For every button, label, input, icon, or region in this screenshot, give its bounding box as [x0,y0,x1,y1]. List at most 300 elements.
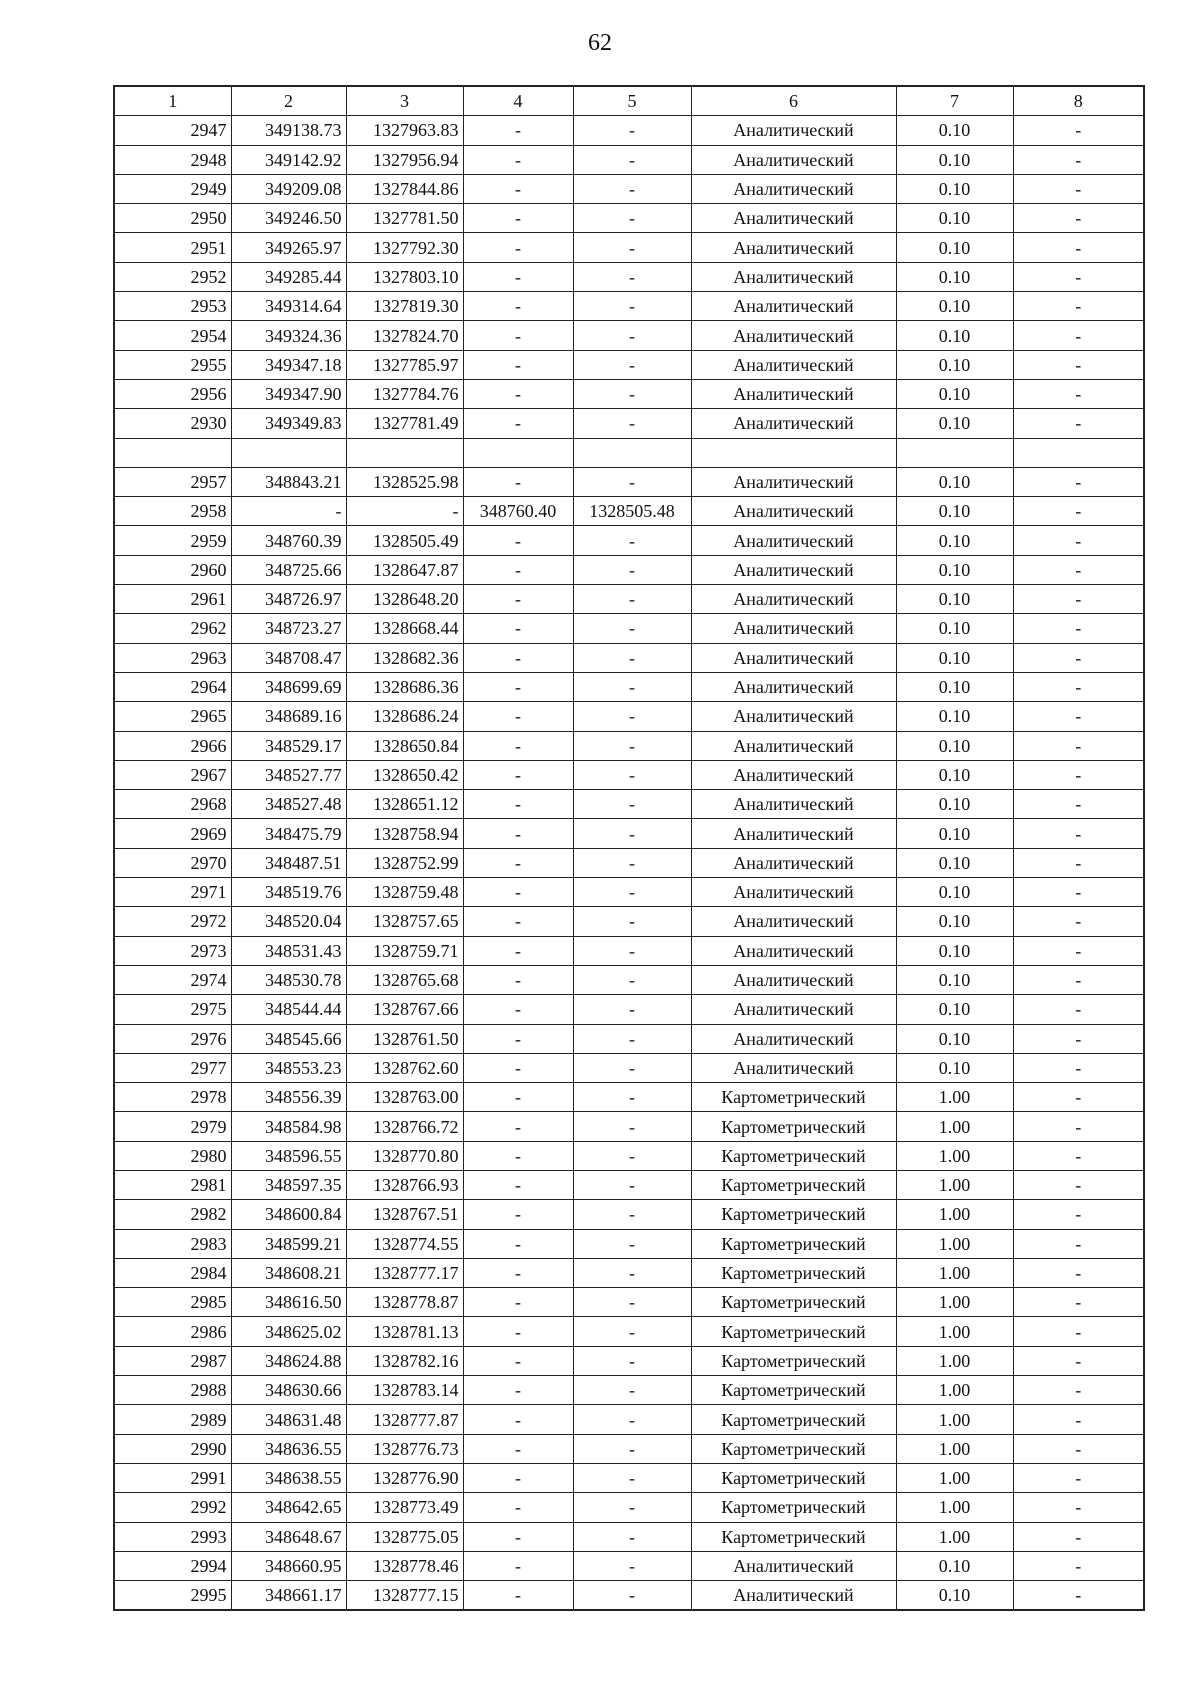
y-new-coordinate-cell: - [573,672,691,701]
y-coordinate-cell: 1328776.90 [346,1463,463,1492]
table-row [114,1493,1144,1522]
x-new-coordinate-cell: - [463,555,573,584]
x-coordinate-cell: 348624.88 [231,1346,346,1375]
description-cell: - [1013,672,1144,701]
y-coordinate-cell: 1327963.83 [346,116,463,145]
x-coordinate-cell: 349246.50 [231,204,346,233]
x-coordinate-cell: 348519.76 [231,878,346,907]
method-cell: Аналитический [691,1581,896,1611]
method-cell: Аналитический [691,350,896,379]
x-coordinate-cell: 349347.18 [231,350,346,379]
x-new-coordinate-cell: - [463,409,573,438]
y-new-coordinate-cell: - [573,1288,691,1317]
description-cell: - [1013,1083,1144,1112]
table-row [114,379,1144,408]
y-coordinate-cell: 1328686.36 [346,672,463,701]
table-row [114,555,1144,584]
y-coordinate-cell: 1327819.30 [346,292,463,321]
description-cell: - [1013,1581,1144,1611]
table-row [114,116,1144,145]
method-cell: Картометрический [691,1141,896,1170]
accuracy-cell: 1.00 [896,1170,1013,1199]
x-coordinate-cell: 348660.95 [231,1551,346,1580]
y-coordinate-cell: 1328762.60 [346,1053,463,1082]
x-coordinate-cell: 348596.55 [231,1141,346,1170]
point-number-cell: 2979 [114,1112,231,1141]
table-row [114,174,1144,203]
method-cell: Картометрический [691,1522,896,1551]
x-coordinate-cell: 348723.27 [231,614,346,643]
y-coordinate-cell: 1328759.48 [346,878,463,907]
method-cell: Аналитический [691,848,896,877]
x-coordinate-cell: 348487.51 [231,848,346,877]
method-cell: Картометрический [691,1229,896,1258]
accuracy-cell: 0.10 [896,497,1013,526]
description-cell [1013,438,1144,467]
x-coordinate-cell: 349347.90 [231,379,346,408]
y-coordinate-cell: 1328774.55 [346,1229,463,1258]
y-new-coordinate-cell: - [573,1112,691,1141]
x-new-coordinate-cell: - [463,1346,573,1375]
y-new-coordinate-cell: - [573,1405,691,1434]
description-cell: - [1013,1170,1144,1199]
accuracy-cell: 0.10 [896,555,1013,584]
x-new-coordinate-cell: - [463,262,573,291]
accuracy-cell [896,438,1013,467]
y-coordinate-cell: 1328766.72 [346,1112,463,1141]
x-coordinate-cell: 348725.66 [231,555,346,584]
x-coordinate-cell: 348520.04 [231,907,346,936]
accuracy-cell: 0.10 [896,1053,1013,1082]
point-number-cell: 2950 [114,204,231,233]
x-new-coordinate-cell: - [463,702,573,731]
x-coordinate-cell: 348597.35 [231,1170,346,1199]
method-cell: Аналитический [691,731,896,760]
accuracy-cell: 0.10 [896,321,1013,350]
point-number-cell: 2952 [114,262,231,291]
x-coordinate-cell: 348527.77 [231,760,346,789]
x-coordinate-cell: 348661.17 [231,1581,346,1611]
table-row [114,1112,1144,1141]
y-coordinate-cell: 1327792.30 [346,233,463,262]
accuracy-cell: 0.10 [896,878,1013,907]
x-coordinate-cell: 348699.69 [231,672,346,701]
accuracy-cell: 1.00 [896,1112,1013,1141]
y-coordinate-cell: 1328770.80 [346,1141,463,1170]
method-cell: Картометрический [691,1170,896,1199]
method-cell: Аналитический [691,1053,896,1082]
y-new-coordinate-cell: - [573,409,691,438]
description-cell: - [1013,379,1144,408]
x-new-coordinate-cell: - [463,467,573,496]
method-cell: Аналитический [691,878,896,907]
accuracy-cell: 0.10 [896,731,1013,760]
x-new-coordinate-cell: - [463,204,573,233]
y-new-coordinate-cell: - [573,262,691,291]
x-new-coordinate-cell: - [463,1434,573,1463]
accuracy-cell: 0.10 [896,848,1013,877]
table-row [114,1405,1144,1434]
x-new-coordinate-cell: - [463,1258,573,1287]
y-coordinate-cell: 1328778.46 [346,1551,463,1580]
y-new-coordinate-cell: - [573,292,691,321]
point-number-cell: 2988 [114,1376,231,1405]
point-number-cell: 2964 [114,672,231,701]
description-cell: - [1013,555,1144,584]
table-row [114,145,1144,174]
y-coordinate-cell: 1328761.50 [346,1024,463,1053]
x-new-coordinate-cell: - [463,116,573,145]
x-coordinate-cell: 348760.39 [231,526,346,555]
accuracy-cell: 0.10 [896,936,1013,965]
description-cell: - [1013,1053,1144,1082]
y-new-coordinate-cell: - [573,1463,691,1492]
y-new-coordinate-cell: - [573,907,691,936]
x-new-coordinate-cell: - [463,145,573,174]
x-new-coordinate-cell: - [463,1229,573,1258]
point-number-cell: 2994 [114,1551,231,1580]
table-header-row [114,86,1144,116]
y-coordinate-cell: 1328777.87 [346,1405,463,1434]
x-new-coordinate-cell: - [463,672,573,701]
description-cell: - [1013,1229,1144,1258]
x-new-coordinate-cell: - [463,1053,573,1082]
x-new-coordinate-cell: - [463,1551,573,1580]
y-coordinate-cell: 1327844.86 [346,174,463,203]
y-coordinate-cell: 1328758.94 [346,819,463,848]
y-new-coordinate-cell: - [573,116,691,145]
method-cell: Картометрический [691,1405,896,1434]
description-cell: - [1013,907,1144,936]
table-row [114,995,1144,1024]
accuracy-cell: 1.00 [896,1522,1013,1551]
description-cell: - [1013,878,1144,907]
method-cell: Аналитический [691,116,896,145]
point-number-cell: 2962 [114,614,231,643]
table-row [114,467,1144,496]
accuracy-cell: 1.00 [896,1463,1013,1492]
y-coordinate-cell: 1327781.49 [346,409,463,438]
table-row [114,1170,1144,1199]
x-coordinate-cell: 348584.98 [231,1112,346,1141]
method-cell: Аналитический [691,145,896,174]
y-new-coordinate-cell: - [573,1581,691,1611]
table-row [114,1551,1144,1580]
y-new-coordinate-cell: - [573,1434,691,1463]
table-row [114,1463,1144,1492]
x-coordinate-cell: 348642.65 [231,1493,346,1522]
x-new-coordinate-cell: - [463,790,573,819]
table-row [114,731,1144,760]
y-coordinate-cell: 1328505.49 [346,526,463,555]
x-coordinate-cell: 348630.66 [231,1376,346,1405]
x-coordinate-cell: 348531.43 [231,936,346,965]
column-header: 6 [691,86,896,116]
y-new-coordinate-cell: 1328505.48 [573,497,691,526]
point-number-cell: 2986 [114,1317,231,1346]
y-new-coordinate-cell: - [573,585,691,614]
x-coordinate-cell: 348843.21 [231,467,346,496]
y-coordinate-cell: 1328783.14 [346,1376,463,1405]
x-coordinate-cell: 348529.17 [231,731,346,760]
x-coordinate-cell: 348544.44 [231,995,346,1024]
method-cell: Аналитический [691,409,896,438]
method-cell: Аналитический [691,174,896,203]
accuracy-cell: 1.00 [896,1405,1013,1434]
point-number-cell: 2966 [114,731,231,760]
y-coordinate-cell: 1327803.10 [346,262,463,291]
method-cell: Картометрический [691,1258,896,1287]
point-number-cell: 2980 [114,1141,231,1170]
method-cell: Картометрический [691,1112,896,1141]
table-row [114,1522,1144,1551]
y-coordinate-cell: 1327785.97 [346,350,463,379]
point-number-cell: 2981 [114,1170,231,1199]
point-number-cell: 2978 [114,1083,231,1112]
accuracy-cell: 1.00 [896,1317,1013,1346]
y-new-coordinate-cell: - [573,233,691,262]
x-coordinate-cell: - [231,497,346,526]
method-cell: Аналитический [691,585,896,614]
y-new-coordinate-cell: - [573,848,691,877]
y-new-coordinate-cell [573,438,691,467]
description-cell: - [1013,731,1144,760]
x-coordinate-cell [231,438,346,467]
point-number-cell: 2984 [114,1258,231,1287]
x-coordinate-cell: 348625.02 [231,1317,346,1346]
table-row [114,878,1144,907]
x-coordinate-cell: 348553.23 [231,1053,346,1082]
description-cell: - [1013,1405,1144,1434]
table-row [114,1288,1144,1317]
y-coordinate-cell: 1328775.05 [346,1522,463,1551]
y-coordinate-cell: 1328650.42 [346,760,463,789]
x-new-coordinate-cell: - [463,1083,573,1112]
x-new-coordinate-cell: - [463,1024,573,1053]
accuracy-cell: 0.10 [896,819,1013,848]
y-coordinate-cell: 1328778.87 [346,1288,463,1317]
accuracy-cell: 0.10 [896,760,1013,789]
x-coordinate-cell: 348600.84 [231,1200,346,1229]
method-cell: Аналитический [691,760,896,789]
y-coordinate-cell: 1328765.68 [346,965,463,994]
method-cell: Картометрический [691,1346,896,1375]
point-number-cell: 2949 [114,174,231,203]
y-new-coordinate-cell: - [573,350,691,379]
y-new-coordinate-cell: - [573,731,691,760]
point-number-cell: 2961 [114,585,231,614]
point-number-cell: 2991 [114,1463,231,1492]
x-coordinate-cell: 349349.83 [231,409,346,438]
x-new-coordinate-cell: - [463,907,573,936]
accuracy-cell: 1.00 [896,1376,1013,1405]
x-new-coordinate-cell: - [463,292,573,321]
description-cell: - [1013,1024,1144,1053]
accuracy-cell: 1.00 [896,1258,1013,1287]
point-number-cell: 2982 [114,1200,231,1229]
x-new-coordinate-cell: - [463,1141,573,1170]
table-row [114,321,1144,350]
x-new-coordinate-cell: - [463,1493,573,1522]
x-new-coordinate-cell: - [463,965,573,994]
description-cell: - [1013,1346,1144,1375]
column-header: 8 [1013,86,1144,116]
description-cell: - [1013,702,1144,731]
table-row [114,292,1144,321]
x-new-coordinate-cell: - [463,174,573,203]
y-new-coordinate-cell: - [573,1346,691,1375]
x-coordinate-cell: 348599.21 [231,1229,346,1258]
y-new-coordinate-cell: - [573,965,691,994]
accuracy-cell: 0.10 [896,1581,1013,1611]
y-coordinate-cell: 1327784.76 [346,379,463,408]
column-header: 4 [463,86,573,116]
point-number-cell: 2989 [114,1405,231,1434]
method-cell: Аналитический [691,702,896,731]
method-cell: Аналитический [691,204,896,233]
x-coordinate-cell: 348708.47 [231,643,346,672]
x-new-coordinate-cell: - [463,1581,573,1611]
y-coordinate-cell: 1328682.36 [346,643,463,672]
y-new-coordinate-cell: - [573,1317,691,1346]
description-cell: - [1013,526,1144,555]
y-new-coordinate-cell: - [573,1200,691,1229]
x-new-coordinate-cell: - [463,526,573,555]
description-cell: - [1013,204,1144,233]
point-number-cell: 2948 [114,145,231,174]
y-coordinate-cell: 1328648.20 [346,585,463,614]
x-new-coordinate-cell: - [463,321,573,350]
y-coordinate-cell: 1327956.94 [346,145,463,174]
x-new-coordinate-cell [463,438,573,467]
y-new-coordinate-cell: - [573,760,691,789]
column-header: 1 [114,86,231,116]
description-cell: - [1013,995,1144,1024]
point-number-cell: 2959 [114,526,231,555]
x-coordinate-cell: 348545.66 [231,1024,346,1053]
y-new-coordinate-cell: - [573,1229,691,1258]
table-row [114,262,1144,291]
table-row [114,1346,1144,1375]
table-row [114,936,1144,965]
description-cell: - [1013,1258,1144,1287]
y-new-coordinate-cell: - [573,1551,691,1580]
y-coordinate-cell: 1328777.15 [346,1581,463,1611]
y-coordinate-cell: - [346,497,463,526]
x-coordinate-cell: 348608.21 [231,1258,346,1287]
accuracy-cell: 0.10 [896,614,1013,643]
table-row [114,1317,1144,1346]
method-cell: Аналитический [691,790,896,819]
point-number-cell: 2993 [114,1522,231,1551]
x-coordinate-cell: 349142.92 [231,145,346,174]
y-new-coordinate-cell: - [573,1083,691,1112]
column-header: 3 [346,86,463,116]
point-number-cell: 2963 [114,643,231,672]
description-cell: - [1013,1141,1144,1170]
point-number-cell: 2953 [114,292,231,321]
y-new-coordinate-cell: - [573,1258,691,1287]
description-cell: - [1013,409,1144,438]
point-number-cell: 2985 [114,1288,231,1317]
y-coordinate-cell: 1328650.84 [346,731,463,760]
method-cell: Аналитический [691,497,896,526]
description-cell: - [1013,321,1144,350]
point-number-cell: 2965 [114,702,231,731]
table-row [114,1200,1144,1229]
point-number-cell: 2992 [114,1493,231,1522]
table-row [114,819,1144,848]
method-cell: Аналитический [691,907,896,936]
table-row [114,672,1144,701]
y-new-coordinate-cell: - [573,878,691,907]
method-cell: Аналитический [691,1551,896,1580]
description-cell: - [1013,1112,1144,1141]
y-coordinate-cell: 1327781.50 [346,204,463,233]
accuracy-cell: 0.10 [896,702,1013,731]
y-new-coordinate-cell: - [573,1376,691,1405]
x-new-coordinate-cell: - [463,760,573,789]
y-new-coordinate-cell: - [573,1053,691,1082]
y-coordinate-cell: 1328668.44 [346,614,463,643]
x-coordinate-cell: 348689.16 [231,702,346,731]
y-new-coordinate-cell: - [573,467,691,496]
point-number-cell: 2971 [114,878,231,907]
point-number-cell: 2975 [114,995,231,1024]
method-cell: Картометрический [691,1288,896,1317]
x-coordinate-cell: 349324.36 [231,321,346,350]
table-row [114,760,1144,789]
accuracy-cell: 0.10 [896,379,1013,408]
x-new-coordinate-cell: - [463,350,573,379]
y-coordinate-cell: 1328767.51 [346,1200,463,1229]
table-row [114,643,1144,672]
y-coordinate-cell: 1328777.17 [346,1258,463,1287]
y-new-coordinate-cell: - [573,379,691,408]
x-new-coordinate-cell: - [463,379,573,408]
description-cell: - [1013,174,1144,203]
y-new-coordinate-cell: - [573,204,691,233]
description-cell: - [1013,145,1144,174]
description-cell: - [1013,1493,1144,1522]
y-new-coordinate-cell: - [573,1493,691,1522]
description-cell: - [1013,1434,1144,1463]
description-cell: - [1013,116,1144,145]
method-cell: Аналитический [691,379,896,408]
point-number-cell: 2990 [114,1434,231,1463]
table-row [114,1053,1144,1082]
point-number-cell: 2947 [114,116,231,145]
y-new-coordinate-cell: - [573,643,691,672]
y-new-coordinate-cell: - [573,702,691,731]
y-coordinate-cell: 1328752.99 [346,848,463,877]
x-coordinate-cell: 348530.78 [231,965,346,994]
method-cell: Аналитический [691,672,896,701]
y-new-coordinate-cell: - [573,819,691,848]
method-cell: Аналитический [691,233,896,262]
table-row [114,1024,1144,1053]
y-coordinate-cell: 1328647.87 [346,555,463,584]
table-row [114,702,1144,731]
table-row [114,438,1144,467]
point-number-cell: 2930 [114,409,231,438]
y-coordinate-cell: 1328773.49 [346,1493,463,1522]
x-coordinate-cell: 349314.64 [231,292,346,321]
description-cell: - [1013,233,1144,262]
y-new-coordinate-cell: - [573,1170,691,1199]
description-cell: - [1013,936,1144,965]
x-new-coordinate-cell: - [463,1463,573,1492]
